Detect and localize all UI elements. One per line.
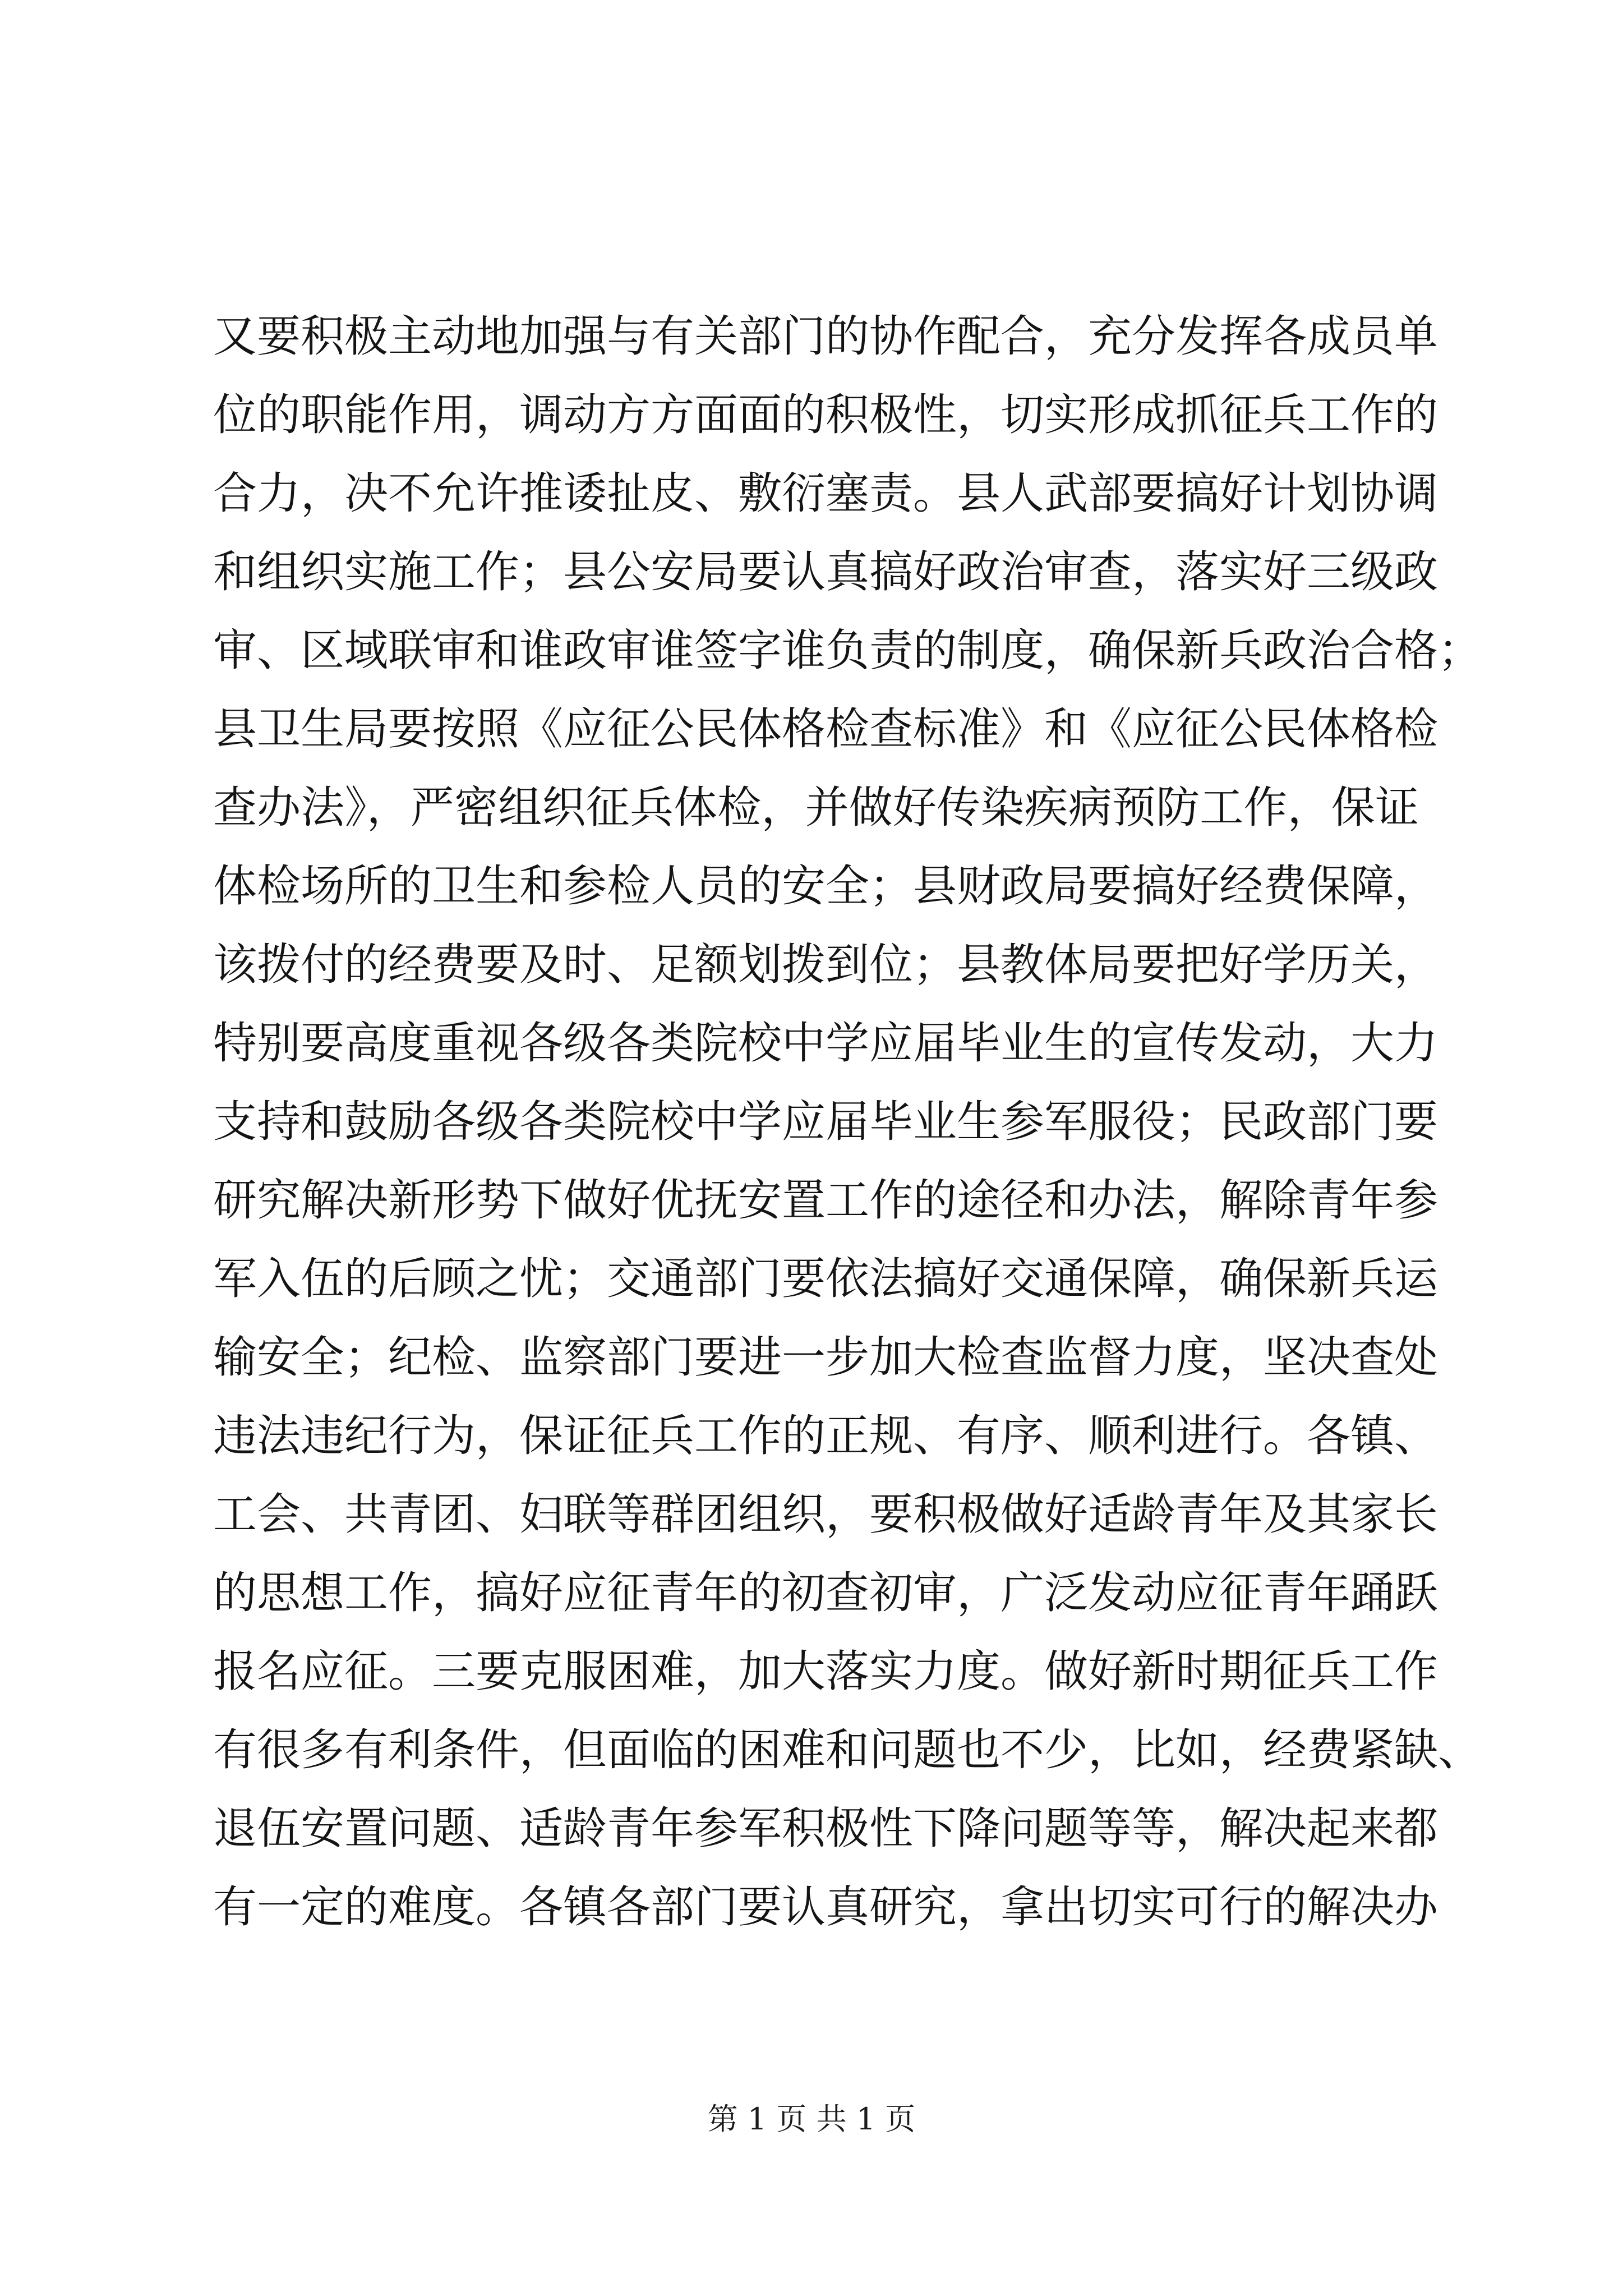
text-line: 支持和鼓励各级各类院校中学应届毕业生参军服役；民政部门要 [213, 1097, 1438, 1147]
text-line: 合力，决不允许推诿扯皮、敷衍塞责。县人武部要搞好计划协调 [213, 468, 1438, 519]
text-line: 又要积极主动地加强与有关部门的协作配合，充分发挥各成员单 [213, 311, 1438, 362]
text-line: 体检场所的卫生和参检人员的安全；县财政局要搞好经费保障， [213, 861, 1438, 912]
text-line: 的思想工作，搞好应征青年的初查初审，广泛发动应征青年踊跃 [213, 1568, 1438, 1618]
page-footer: 第 1 页 共 1 页 [707, 2101, 916, 2137]
text-line: 查办法》，严密组织征兵体检，并做好传染疾病预防工作，保证 [213, 783, 1419, 833]
text-line: 和组织实施工作；县公安局要认真搞好政治审查，落实好三级政 [213, 547, 1438, 597]
text-line: 该拨付的经费要及时、足额划拨到位；县教体局要把好学历关， [213, 940, 1438, 990]
text-line: 审、区域联审和谁政审谁签字谁负责的制度，确保新兵政治合格； [213, 625, 1482, 676]
text-line: 退伍安置问题、适龄青年参军积极性下降问题等等，解决起来都 [213, 1803, 1438, 1854]
text-line: 研究解决新形势下做好优抚安置工作的途径和办法，解除青年参 [213, 1175, 1438, 1226]
text-line: 有一定的难度。各镇各部门要认真研究，拿出切实可行的解决办 [213, 1882, 1438, 1932]
text-line: 违法违纪行为，保证征兵工作的正规、有序、顺利进行。各镇、 [213, 1411, 1438, 1461]
text-line: 军入伍的后顾之忧；交通部门要依法搞好交通保障，确保新兵运 [213, 1254, 1438, 1304]
text-line: 有很多有利条件，但面临的困难和问题也不少，比如，经费紧缺、 [213, 1725, 1482, 1775]
text-line: 输安全；纪检、监察部门要进一步加大检查监督力度，坚决查处 [213, 1332, 1438, 1383]
body-paragraph [213, 297, 1482, 1947]
text-line: 位的职能作用，调动方方面面的积极性，切实形成抓征兵工作的 [213, 390, 1438, 440]
text-line: 县卫生局要按照《应征公民体格检查标准》和《应征公民体格检 [213, 704, 1438, 754]
text-line: 报名应征。三要克服困难，加大落实力度。做好新时期征兵工作 [213, 1646, 1438, 1697]
text-line: 特别要高度重视各级各类院校中学应届毕业生的宣传发动，大力 [213, 1018, 1438, 1069]
text-line: 工会、共青团、妇联等群团组织，要积极做好适龄青年及其家长 [213, 1489, 1438, 1540]
